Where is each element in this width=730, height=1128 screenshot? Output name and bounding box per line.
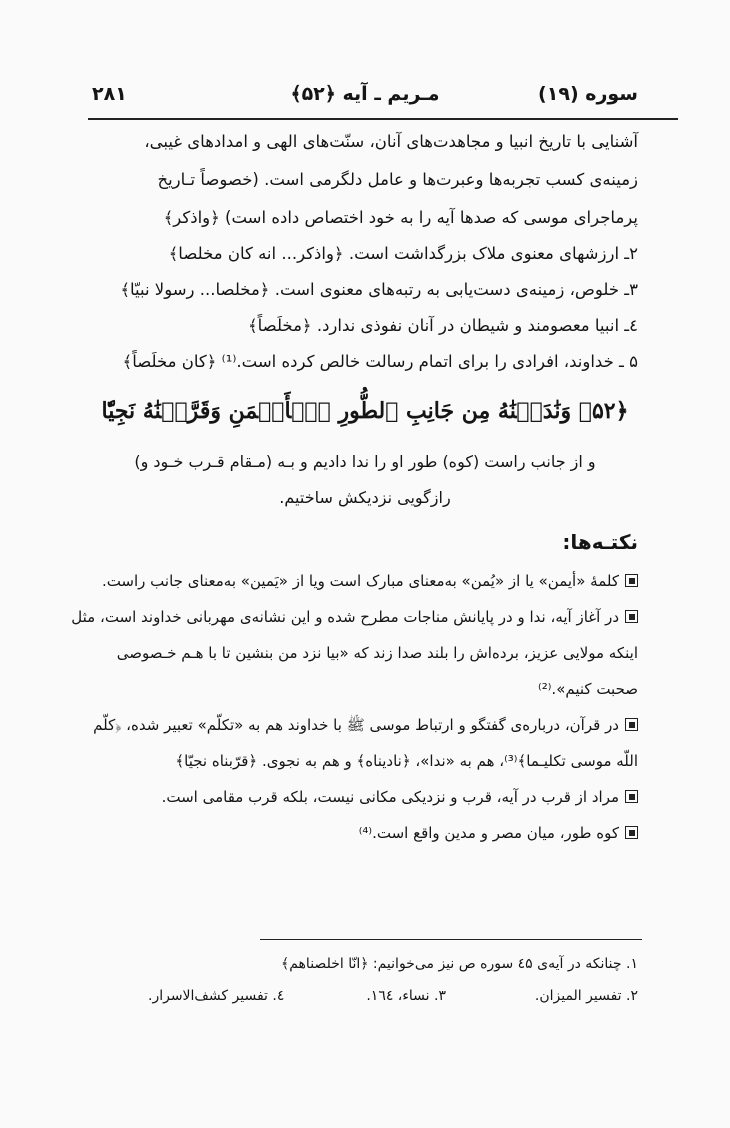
verse-translation: و از جانب راست (کوه) طور او را ندا دادیم و بـه (مـقام قـرب خـود و) xyxy=(134,452,596,471)
list-item: ۲ـ ارزشهای معنوی ملاک بزرگداشت است. ﴿واذکر... انه کان مخلصا﴾ xyxy=(168,244,638,263)
list-item: ٤ـ انبیا معصومند و شیطان در آنان نفوذی ندارد. ﴿مخلَصاً﴾ xyxy=(247,316,638,335)
note-line: صحبت کنیم».⁽²⁾ xyxy=(538,680,638,698)
square-bullet-icon xyxy=(625,826,638,839)
note-item: کوه طور، میان مصر و مدین واقع است.⁽⁴⁾ xyxy=(88,824,638,842)
square-bullet-icon xyxy=(625,574,638,587)
list-item: ۵ ـ خداوند، افرادی را برای اتمام رسالت خالص کرده است.⁽¹⁾ ﴿کان مخلَصاً﴾ xyxy=(122,352,638,371)
page-number: ۲۸۱ xyxy=(92,83,127,105)
square-bullet-icon xyxy=(625,718,638,731)
verse-translation: رازگویی نزدیکش ساختیم. xyxy=(279,488,451,507)
note-line: اینکه مولایی عزیز، برده‌اش را بلند صدا زند که «بیا نزد من بنشین تا با هـم خـصوصی xyxy=(116,644,638,662)
header-rule xyxy=(88,118,678,120)
footnote-rule xyxy=(260,939,642,940)
surah-label: سوره (۱۹) xyxy=(538,83,638,105)
list-item: ۳ـ خلوص، زمینه‌ی دست‌یابی به رتبه‌های معنوی است. ﴿مخلصا... رسولا نبیّا﴾ xyxy=(120,280,638,299)
square-bullet-icon xyxy=(625,790,638,803)
square-bullet-icon xyxy=(625,610,638,623)
page-title: مـریم ـ آیه ﴿۵۲﴾ xyxy=(290,83,440,105)
intro-line: پرماجرای موسی که صدها آیه را به خود اختصاص داده است) ﴿واذکر﴾ xyxy=(163,208,638,227)
note-item: در آغاز آیه، ندا و در پایانش مناجات مطرح شده و این نشانه‌ی مهربانی خداوند است، مثل xyxy=(88,608,638,626)
notes-heading: نکتـه‌ها: xyxy=(562,530,638,554)
intro-line: آشنایی با تاریخ انبیا و مجاهدت‌های آنان، سنّت‌های الهی و امدادهای غیبی، xyxy=(144,132,638,151)
note-line: اللّه موسی تکلیـما﴾⁽³⁾، هم به «ندا»، ﴿نادیناه﴾ و هم به نجوی. ﴿قرّبناه نجیّا﴾ xyxy=(175,752,638,770)
intro-line: زمینه‌ی کسب تجربه‌ها وعبرت‌ها و عامل دلگرمی است. (خصوصاً تـاریخ xyxy=(157,170,638,189)
footnote-2: ۲. تفسیر المیزان. xyxy=(534,988,638,1004)
footnote-1: ۱. چنانکه در آیه‌ی ٤۵ سوره ص نیز می‌خوانیم: ﴿انّا اخلصناهم﴾ xyxy=(281,956,638,972)
note-item: کلمه‌ٔ «أیمن» یا از «یُمن» به‌معنای مبارک است ویا از «یَمین» به‌معنای جانب راست. xyxy=(88,572,638,590)
note-item: در قرآن، درباره‌ی گفتگو و ارتباط موسی ﷺ با خداوند هم به «تکلّم» تعبیر شده، ﴿کلّم xyxy=(88,716,638,738)
footnote-3: ۳. نساء، ١٦٤. xyxy=(366,988,446,1004)
verse-arabic: ﴿۵۲﴾ وَنَٰدَيۡنَٰهُ مِن جَانِبِ ٱلطُّورِ ٱلۡأَيۡمَنِ وَقَرَّبۡنَٰهُ نَجِيّٗا xyxy=(101,398,629,424)
note-item: مراد از قرب در آیه، قرب و نزدیکی مکانی نیست، بلکه قرب مقامی است. xyxy=(88,788,638,806)
footnote-4: ٤. تفسیر کشف‌الاسرار. xyxy=(148,988,285,1004)
